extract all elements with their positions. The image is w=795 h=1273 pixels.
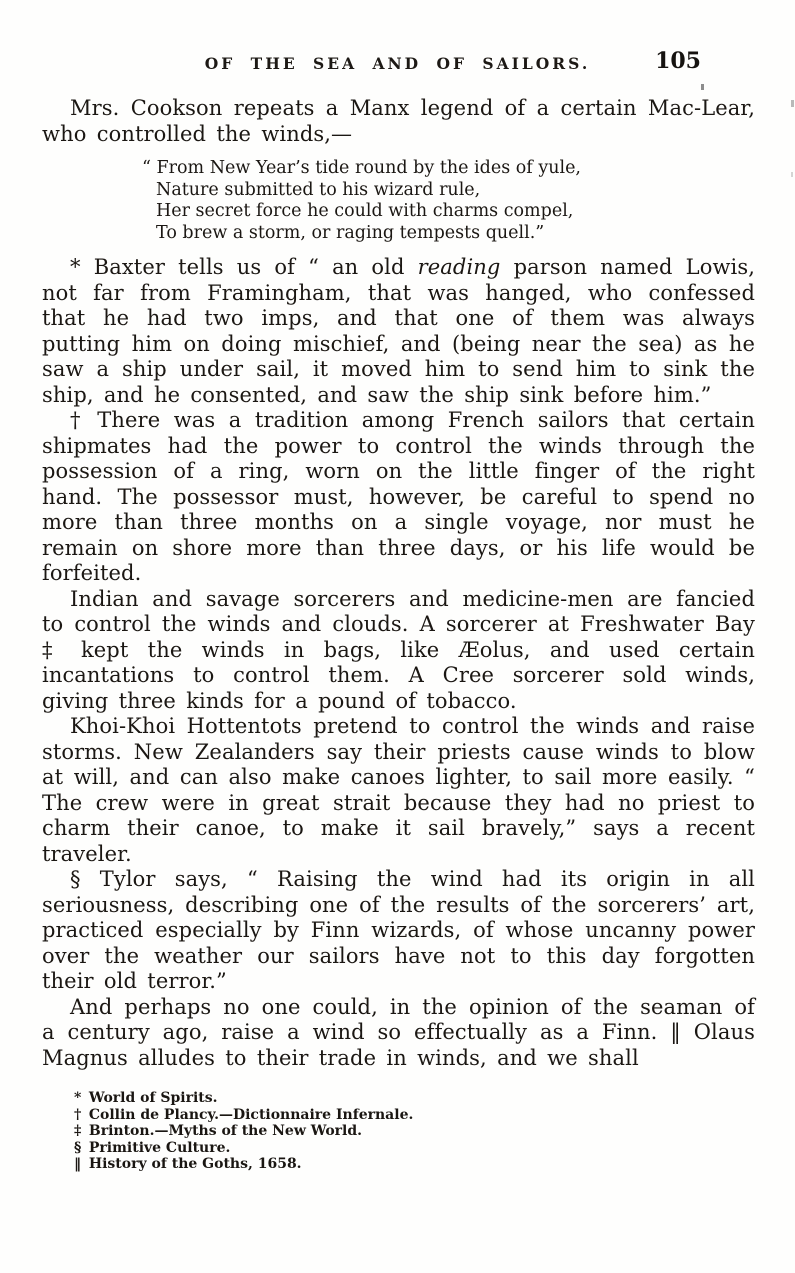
footnote-marker: *	[74, 1090, 82, 1106]
scan-artifact	[701, 84, 704, 90]
footnote-text: History of the Goths, 1658.	[84, 1156, 302, 1172]
footnote-text: Collin de Plancy.—Dictionnaire Infernale.	[84, 1106, 414, 1123]
paragraph	[42, 714, 755, 867]
footnote-marker: §	[74, 1139, 82, 1156]
verse-line: Her secret force he could with charms compel,	[156, 201, 574, 221]
page-header	[0, 48, 795, 78]
italic-text: reading	[417, 255, 501, 279]
paragraph-text: parson named Lowis, not far from Framingham, that was hanged, who confessed that he had two imps, and that one of them was always putting him on doing mischief, and (being near the sea) as he saw a ship under sail, it moved him to send him to sink the ship, and he consented, and saw the ship sink before him.”	[42, 255, 755, 407]
paragraph	[42, 867, 755, 995]
footnote-marker: ‡	[74, 1123, 82, 1139]
paragraph-text: Indian and savage sorcerers and medicine-men are fancied to control the winds and clouds. A sorcerer at Freshwater Bay ‡ kept the winds in bags, like Æolus, and used certain incantations to control them. A Cree sorcerer sold winds, giving three kinds for a pound of tobacco.	[42, 586, 755, 713]
page-body	[42, 96, 755, 1071]
footnote-text: Brinton.—Myths of the New World.	[84, 1123, 363, 1139]
paragraph-text: And perhaps no one could, in the opinion of the seaman of a century ago, raise a wind so effectually as a Finn. ‖ Olaus Magnus alludes to their trade in winds, and we shall	[42, 994, 755, 1070]
paragraph-text: † There was a tradition among French sailors that certain shipmates had the power to control the winds through the possession of a ring, worn on the little finger of the right hand. The possessor must, however, be careful to spend no more than three months on a single voyage, nor must he remain on shore more than three days, or his life would be forfeited.	[42, 408, 755, 585]
paragraph	[42, 587, 755, 715]
footnote-text: Primitive Culture.	[84, 1139, 231, 1156]
running-title: OF THE SEA AND OF SAILORS.	[204, 54, 591, 73]
paragraph	[42, 255, 755, 408]
paragraph-text: * Baxter tells us of “ an old	[70, 255, 418, 279]
scan-artifact	[791, 100, 794, 107]
footnote-marker: ‖	[74, 1156, 81, 1172]
footnote	[74, 1140, 724, 1157]
footnote-text: World of Spirits.	[84, 1090, 218, 1106]
paragraph	[42, 96, 755, 147]
paragraph-text: § Tylor says, “ Raising the wind had its origin in all seriousness, describing one of the results of the sorcerers’ art, practiced especially by Finn wizards, of whose uncanny power over the weather our sailors have not to this day forgotten their old terror.”	[42, 867, 755, 993]
page-number: 105	[655, 48, 701, 74]
footnote	[74, 1107, 724, 1124]
paragraph-text: Khoi-Khoi Hottentots pretend to control the winds and raise storms. New Zealanders say their priests cause winds to blow at will, and can also make canoes lighter, to sail more easily. “ The crew were in great strait because they had no priest to charm their canoe, to make it sail bravely,” says a recent traveler.	[42, 714, 755, 866]
footnote	[74, 1123, 724, 1140]
verse-block	[142, 158, 755, 244]
verse-line: Nature submitted to his wizard rule,	[156, 179, 481, 200]
footnote-marker: †	[74, 1106, 82, 1123]
paragraph	[42, 408, 755, 587]
verse-line: To brew a storm, or raging tempests quell.”	[156, 222, 545, 243]
scan-artifact	[791, 172, 793, 177]
paragraph-text: Mrs. Cookson repeats a Manx legend of a certain Mac-Lear, who controlled the winds,—	[42, 96, 755, 146]
footnote	[74, 1156, 724, 1173]
footnotes	[74, 1090, 724, 1173]
paragraph	[42, 995, 755, 1072]
verse-line: “ From New Year’s tide round by the ides of yule,	[142, 158, 581, 178]
footnote	[74, 1090, 724, 1107]
